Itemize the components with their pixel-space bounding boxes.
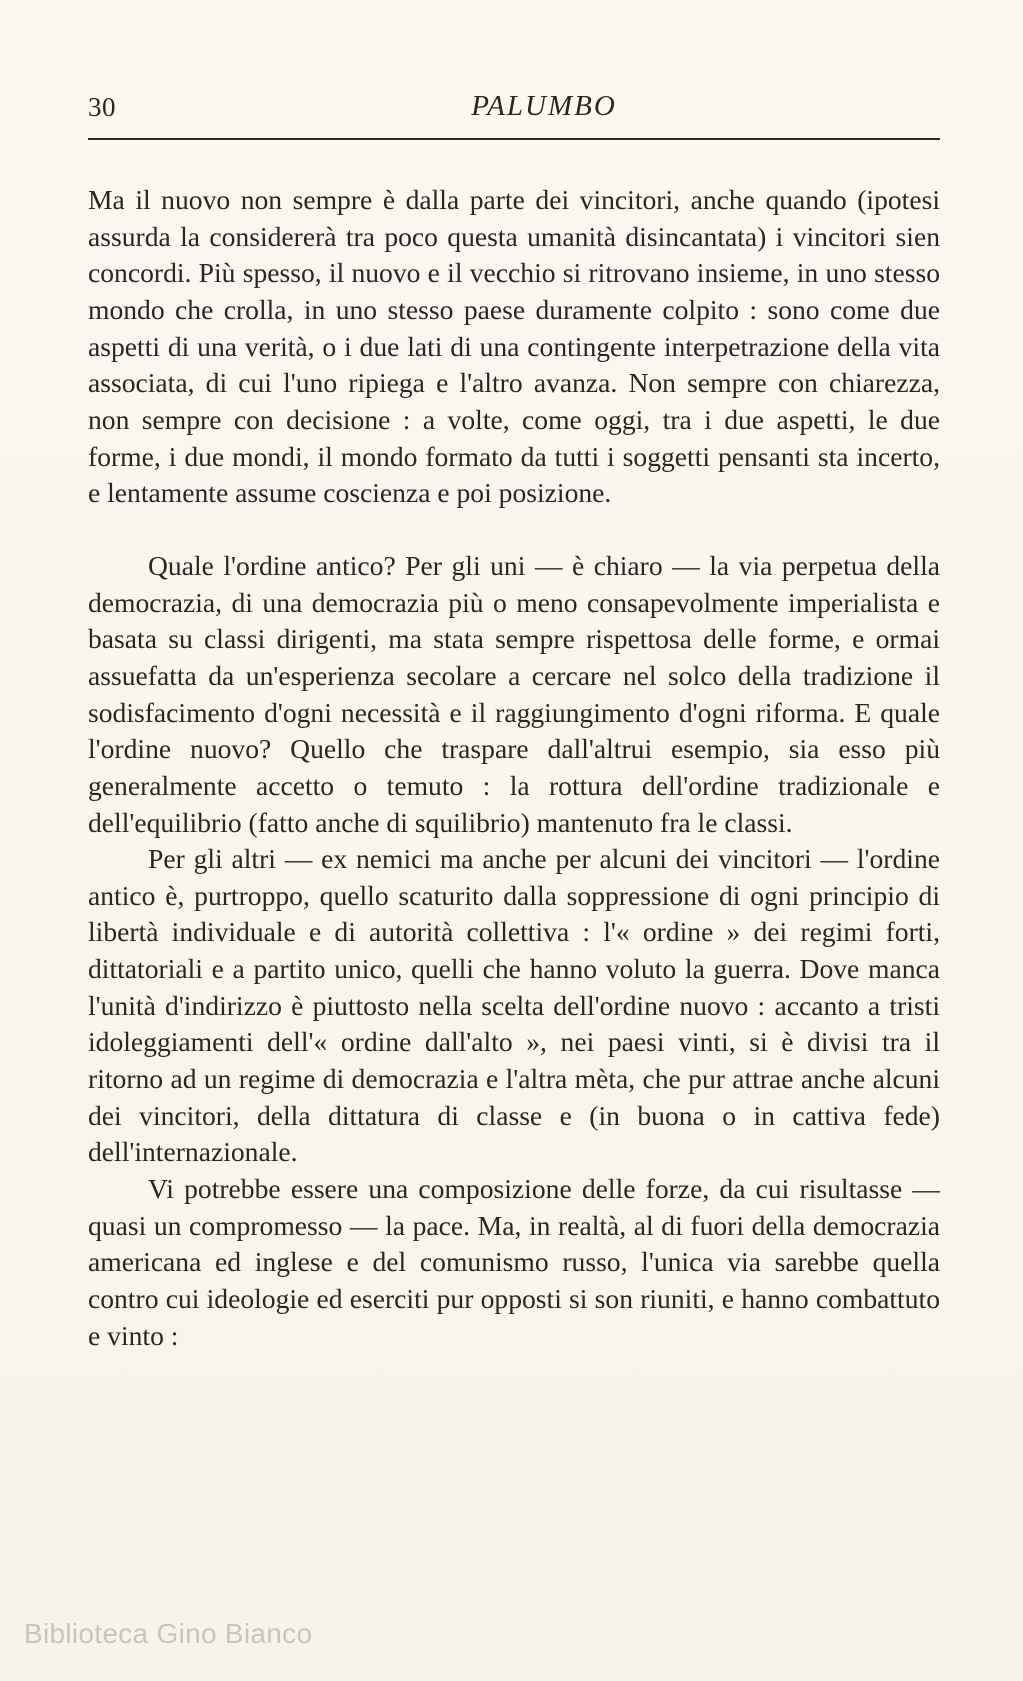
paragraph-1: Ma il nuovo non sempre è dalla parte dei vincitori, anche quando (ipotesi assurda la considererà tra poco questa umanità disincantata) i vincitori sien concordi. Più spesso, il nuovo e il vecchio si ritrovano insieme, in uno stesso mondo che crolla, in uno stesso paese duramente colpito : sono come due aspetti di una verità, o i due lati di una contingente interpetrazione della vita associata, di cui l'uno ripiega e l'altro avanza. Non sempre con chiarezza, non sempre con decisione : a volte, come oggi, tra i due aspetti, le due forme, i due mondi, il mondo formato da tutti i soggetti pensanti sta incerto, e lentamente assume coscienza e poi posizione. xyxy=(88,184,940,509)
paragraph-4: Vi potrebbe essere una composizione delle forze, da cui risultasse — quasi un compromesso — la pace. Ma, in realtà, al di fuori della democrazia americana ed inglese e del comunismo russo, l'unica via sarebbe quella contro cui ideologie ed eserciti pur opposti si son riuniti, e hanno combattuto e vinto : xyxy=(88,1173,940,1351)
paragraph-3: Per gli altri — ex nemici ma anche per alcuni dei vincitori — l'ordine antico è, purtroppo, quello scaturito dalla soppressione di ogni principio di libertà individuale e di autorità collettiva : l'« ordine » dei regimi forti, dittatoriali e a partito unico, quelli che hanno voluto la guerra. Dove manca l'unità d'indirizzo è piuttosto nella scelta dell'ordine nuovo : accanto a tristi idoleggiamenti dell'« ordine dall'alto », nei paesi vinti, si è divisi tra il ritorno ad un regime di democrazia e l'altra mèta, che pur attrae anche alcuni dei vincitori, della dittatura di classe e (in buona o in cattiva fede) dell'internazionale. xyxy=(88,843,940,1168)
page-number: 30 xyxy=(88,92,116,122)
header-rule xyxy=(88,138,940,140)
body-text xyxy=(88,182,940,1354)
library-watermark: Biblioteca Gino Bianco xyxy=(24,1618,313,1649)
page-header xyxy=(88,88,940,128)
paragraph-2: Quale l'ordine antico? Per gli uni — è chiaro — la via perpetua della democrazia, di una democrazia più o meno consapevolmente imperialista e basata su classi dirigenti, ma stata sempre rispettosa delle forme, e ormai assuefatta da un'esperienza secolare a cercare nel solco della tradizione il sodisfacimento d'ogni necessità e il raggiungimento d'ogni riforma. E quale l'ordine nuovo? Quello che traspare dall'altrui esempio, sia esso più generalmente accetto o temuto : la rottura dell'ordine tradizionale e dell'equilibrio (fatto anche di squilibrio) mantenuto fra le classi. xyxy=(88,549,940,838)
running-title: PALUMBO xyxy=(471,90,617,122)
